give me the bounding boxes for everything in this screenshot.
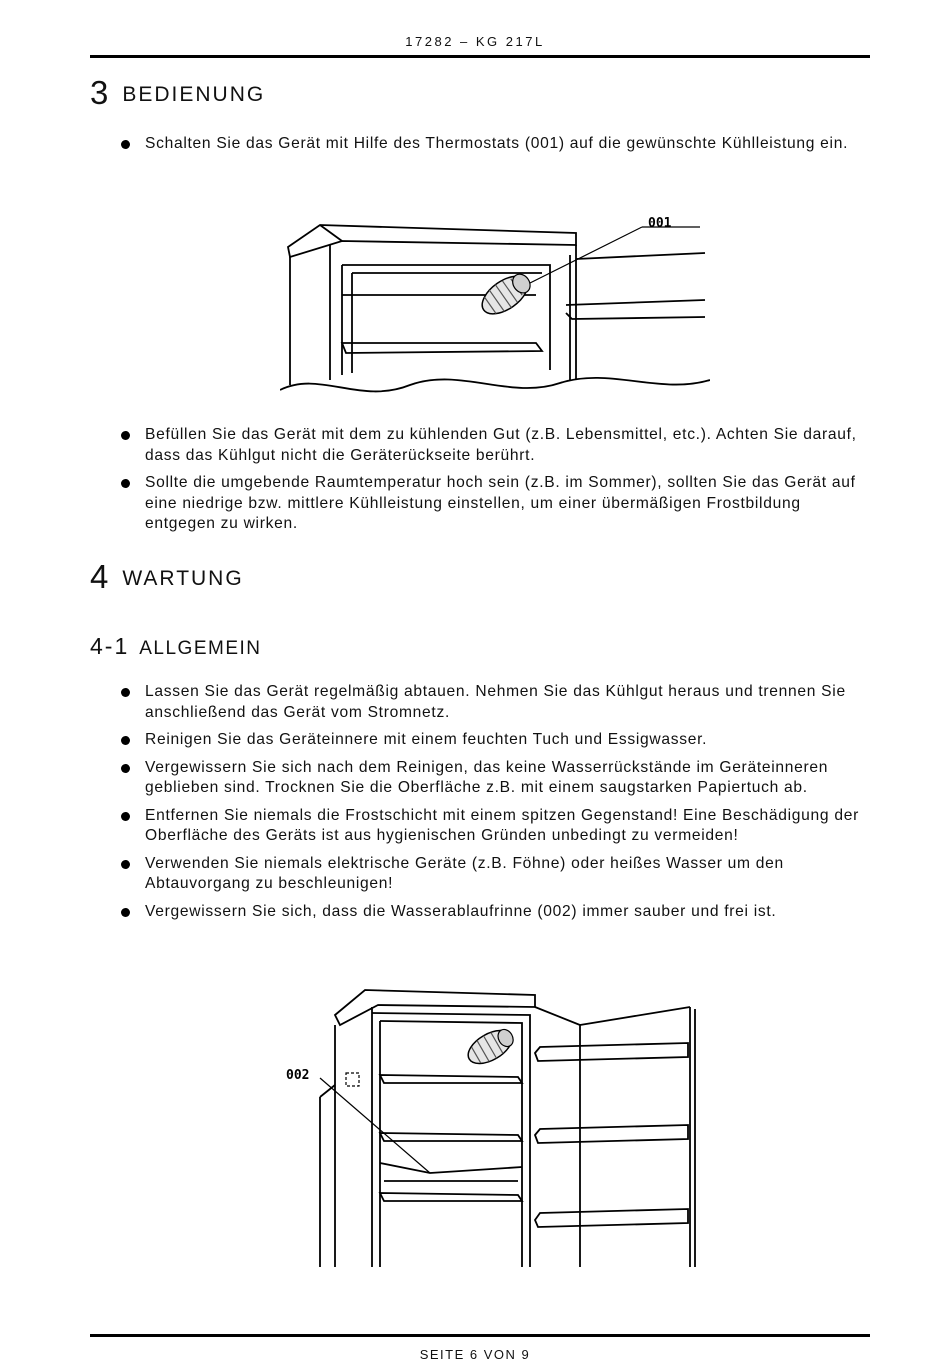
bullet-item <box>115 758 875 799</box>
bullet-text: Verwenden Sie niemals elektrische Geräte (z.B. Föhne) oder heißes Wasser um den Abtauvorgang zu beschleunigen! <box>145 854 784 892</box>
bullet-dot <box>121 860 130 869</box>
section-4-1-number: 4-1 <box>90 633 130 659</box>
bullet-dot <box>121 812 130 821</box>
bullet-item <box>115 425 875 466</box>
bullet-item <box>115 473 875 535</box>
bullet-item <box>115 682 875 723</box>
bullet-text: Entfernen Sie niemals die Frostschicht mit einem spitzen Gegenstand! Eine Beschädigung der Oberfläche des Geräts ist aus hygienischen Gründen unbedingt zu vermeiden! <box>145 806 859 844</box>
bullet-dot <box>121 908 130 917</box>
bullet-text: Vergewissern Sie sich, dass die Wasserablaufrinne (002) immer sauber und frei ist. <box>145 902 777 920</box>
section-3-heading <box>90 74 265 112</box>
bullet-text: Lassen Sie das Gerät regelmäßig abtauen. Nehmen Sie das Kühlgut heraus und trennen Sie anschließend das Gerät vom Stromnetz. <box>145 683 846 721</box>
bullet-text: Sollte die umgebende Raumtemperatur hoch sein (z.B. im Sommer), sollten Sie das Gerät auf eine niedrige bzw. mittlere Kühlleistung einstellen, um einer übermäßigen Frostbildung entgegen zu wirken. <box>145 474 856 532</box>
figure-drain-channel <box>280 985 700 1270</box>
bullet-item <box>115 854 875 895</box>
bullet-item <box>115 730 875 751</box>
bullet-dot <box>121 431 130 440</box>
page-footer: SEITE 6 VON 9 <box>419 1347 531 1362</box>
bullet-text: Befüllen Sie das Gerät mit dem zu kühlenden Gut (z.B. Lebensmittel, etc.). Achten Sie darauf, dass das Kühlgut nicht die Geräterückseite berührt. <box>145 426 857 464</box>
footer-rule <box>90 1334 870 1337</box>
bullet-item <box>115 134 875 155</box>
figure-thermostat <box>280 195 710 400</box>
section-3-title: BEDIENUNG <box>122 83 266 106</box>
page-header: 17282 – KG 217L <box>405 34 545 49</box>
bullet-text: Reinigen Sie das Geräteinnere mit einem feuchten Tuch und Essigwasser. <box>145 731 708 748</box>
section-3-bullets-a <box>115 134 875 162</box>
section-4-bullets <box>115 682 875 929</box>
section-4-heading <box>90 558 244 596</box>
section-3-bullets-b <box>115 425 875 542</box>
bullet-dot <box>121 479 130 488</box>
section-4-title: WARTUNG <box>122 567 244 590</box>
bullet-dot <box>121 764 130 773</box>
bullet-text: Vergewissern Sie sich nach dem Reinigen, das keine Wasserrückstände im Geräteinneren geblieben sind. Trocknen Sie die Oberfläche z.B. mit einem saugstarken Papiertuch ab. <box>145 758 829 796</box>
figure-2-label: 002 <box>286 1068 310 1083</box>
bullet-dot <box>121 688 130 697</box>
section-4-1-title: ALLGEMEIN <box>139 638 262 659</box>
section-4-number: 4 <box>90 558 109 595</box>
bullet-item <box>115 806 875 847</box>
bullet-dot <box>121 736 130 745</box>
bullet-item <box>115 902 875 923</box>
figure-1-label: 001 <box>648 216 672 231</box>
bullet-dot <box>121 140 130 149</box>
section-4-1-heading <box>90 633 262 660</box>
bullet-text: Schalten Sie das Gerät mit Hilfe des Thermostats (001) auf die gewünschte Kühlleistung ein. <box>145 135 849 152</box>
header-rule <box>90 55 870 58</box>
section-3-number: 3 <box>90 74 109 111</box>
